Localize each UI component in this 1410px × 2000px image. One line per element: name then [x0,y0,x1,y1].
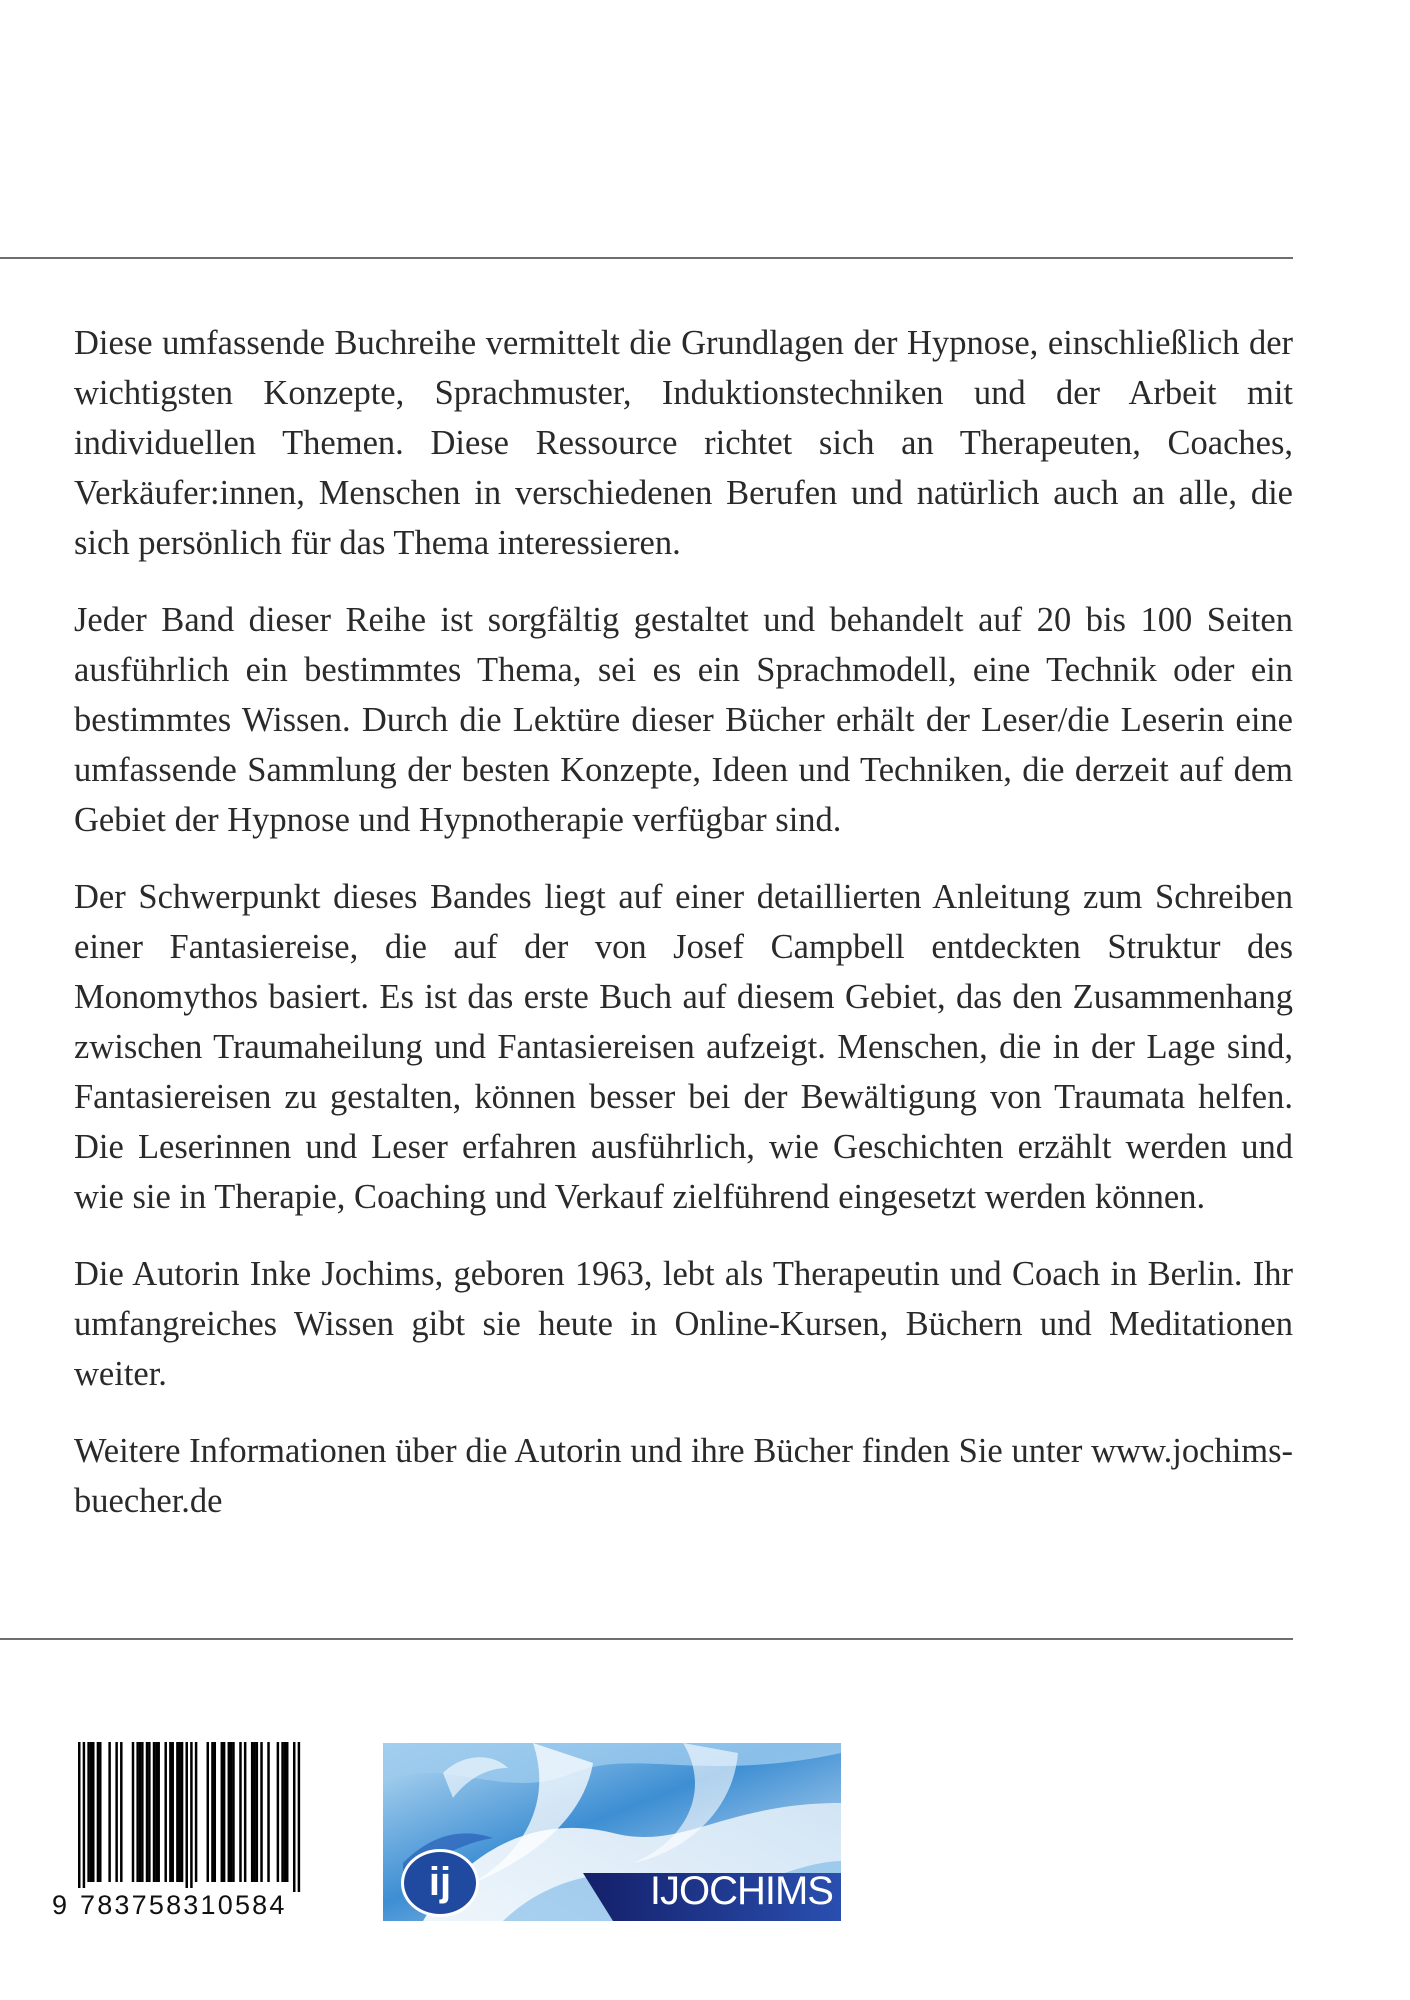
paragraph-author-bio: Die Autorin Inke Jochims, geboren 1963, lebt als Therapeutin und Coach in Berlin. Ihr umfangreiches Wissen gibt sie heute in Online-Kursen, Büchern und Meditationen weiter. [74,1255,1293,1393]
paragraph-series-intro: Diese umfassende Buchreihe vermittelt die Grundlagen der Hypnose, einschließlich der wichtigsten Konzepte, Sprachmuster, Induktionstechniken und der Arbeit mit individuellen Themen. Diese Ressource richtet sich an Therapeuten, Coaches, Verkäufer:innen, Menschen in verschiedenen Berufen und natürlich auch an alle, die sich persönlich für das Thema interessieren. [74,324,1293,562]
barcode-bar [284,1742,286,1882]
barcode-bar [251,1742,253,1882]
barcode-bar [256,1742,258,1882]
barcode-bar [207,1742,209,1882]
isbn-number [52,1888,304,1922]
publisher-name: IJOCHIMS [649,1869,833,1913]
barcode-bar [223,1742,225,1882]
barcode-bar [239,1742,241,1882]
publisher-badge-icon: ij [401,1849,479,1917]
barcode-bar [267,1742,269,1882]
barcode-bar [83,1742,85,1892]
barcode-bar [97,1742,99,1882]
barcode-bar [244,1742,246,1882]
barcode-bar [115,1742,117,1882]
publisher-logo [383,1743,841,1921]
barcode-bar [190,1742,192,1892]
barcode-bar [277,1742,279,1882]
back-cover-text [74,318,1293,1553]
barcode-bar [286,1742,288,1882]
isbn-digits: 783758310584 [80,1890,287,1920]
barcode-bar [176,1742,178,1882]
barcode-bar [211,1742,213,1882]
barcode-bar [260,1742,262,1882]
barcode-bar [99,1742,101,1882]
barcode-bar [181,1742,183,1882]
isbn-first-digit: 9 [52,1890,70,1920]
barcode-bar [139,1742,141,1882]
barcode-bar [157,1742,159,1882]
barcode-bar [87,1742,89,1882]
barcode-bar [281,1742,283,1882]
barcode-bar [214,1742,216,1882]
barcode-bar [171,1742,173,1882]
barcode-bar [120,1742,122,1882]
barcode-bar [141,1742,143,1882]
barcode-bar [136,1742,138,1882]
paragraph-volume-scope: Jeder Band dieser Reihe ist sorgfältig gestaltet und behandelt auf 20 bis 100 Seiten ausführlich ein bestimmtes Thema, sei es ein Sprachmodell, eine Technik oder ein bestimmtes Wissen. Durch die Lektüre dieser Bücher erhält der Leser/die Leserin eine umfassende Sammlung der besten Konzepte, Ideen und Techniken, die derzeit auf dem Gebiet der Hypnose und Hypnotherapie verfügbar sind. [74,601,1293,839]
barcode-bar [228,1742,230,1882]
barcode-bar [253,1742,255,1882]
barcode-bar [155,1742,157,1882]
barcode-bar [169,1742,171,1882]
bottom-divider [0,1638,1293,1640]
barcode-bar [232,1742,234,1882]
barcode-bar [148,1742,150,1882]
barcode-bar [230,1742,232,1882]
barcode-bar [78,1742,80,1892]
barcode-bar [146,1742,148,1882]
barcode-bar [178,1742,180,1882]
barcode-bar [92,1742,94,1882]
barcode-bar [195,1742,197,1882]
barcode-bar [153,1742,155,1882]
barcode-bar [293,1742,295,1892]
barcode-bar [185,1742,187,1892]
barcode-bar [108,1742,110,1882]
barcode-bar [164,1742,166,1882]
barcode-bar [298,1742,300,1892]
top-divider [0,257,1293,259]
barcode-bar [132,1742,134,1882]
paragraph-book-focus: Der Schwerpunkt dieses Bandes liegt auf einer detaillierten Anleitung zum Schreiben einer Fantasiereise, die auf der von Josef Campbell entdeckten Struktur des Monomythos basiert. Es ist das erste Buch auf diesem Gebiet, das den Zusammenhang zwischen Traumaheilung und Fantasiereisen aufzeigt. Menschen, die in der Lage sind, Fantasiereisen zu gestalten, können besser bei der Bewältigung von Traumata helfen. Die Leserinnen und Leser erfahren ausführlich, wie Geschichten erzählt werden und wie sie in Therapie, Coaching und Verkauf zielführend eingesetzt werden können. [74,878,1293,1216]
barcode-bar [221,1742,223,1882]
barcode-bar [90,1742,92,1882]
paragraph-more-info: Weitere Informationen über die Autorin und ihre Bücher finden Sie unter www.jochims-buecher.de [74,1432,1293,1520]
